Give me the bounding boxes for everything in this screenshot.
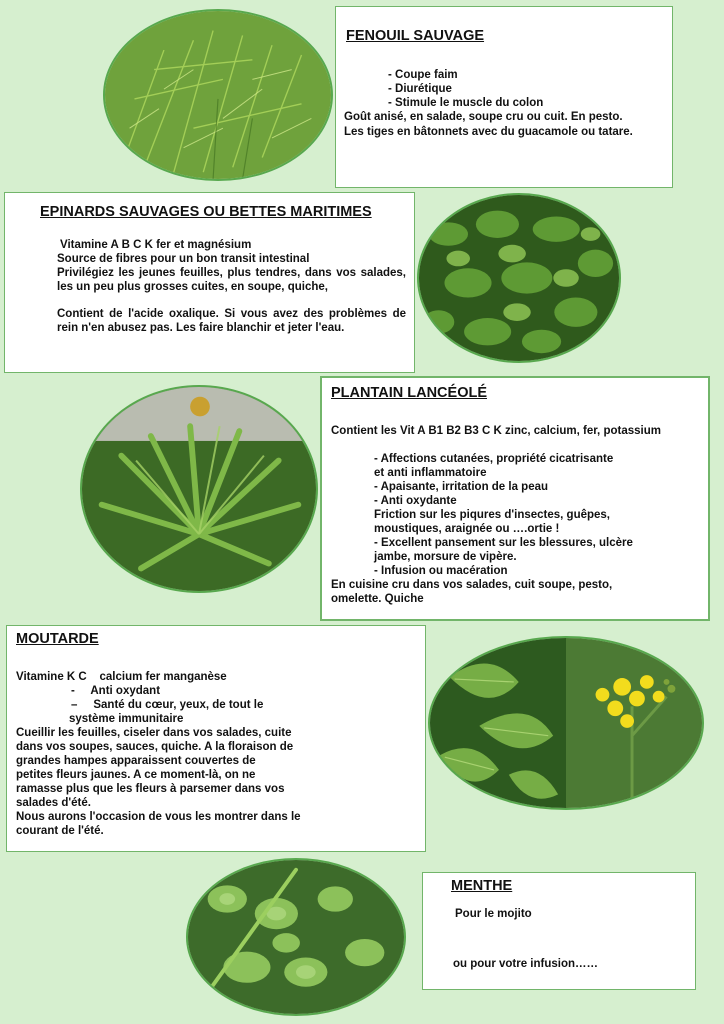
epinards-title: EPINARDS SAUVAGES OU BETTES MARITIMES — [40, 204, 372, 220]
moutarde-text: dans vos soupes, sauces, quiche. A la floraison de — [16, 741, 294, 753]
fenouil-item: - Diurétique — [388, 83, 452, 95]
plantain-line: Friction sur les piqures d'insectes, guêpes, — [374, 509, 610, 521]
moutarde-text: petites fleurs jaunes. A ce moment-là, on ne — [16, 769, 256, 781]
plantain-intro: Contient les Vit A B1 B2 B3 C K zinc, calcium, fer, potassium — [331, 425, 661, 437]
moutarde-bullet: - Anti oxydant — [71, 685, 161, 697]
fenouil-item: - Coupe faim — [388, 69, 458, 81]
plantain-line: - Anti oxydante — [374, 495, 457, 507]
mint-photo — [186, 858, 406, 1016]
plantain-line: jambe, morsure de vipère. — [374, 551, 517, 563]
mustard-flower-photo — [566, 638, 702, 808]
plantain-photo — [80, 385, 318, 593]
fenouil-title: FENOUIL SAUVAGE — [346, 28, 485, 44]
moutarde-vitamins: Vitamine K C calcium fer manganèse — [16, 671, 227, 683]
menthe-title: MENTHE — [451, 878, 513, 894]
fenouil-text: Goût anisé, en salade, soupe cru ou cuit. En pesto. — [344, 111, 623, 123]
moutarde-text: ramasse plus que les fleurs à parsemer dans vos — [16, 783, 285, 795]
plantain-line: - Apaisante, irritation de la peau — [374, 481, 549, 493]
fennel-photo — [103, 9, 333, 181]
menthe-line: ou pour votre infusion…… — [453, 958, 599, 970]
plantain-outro: En cuisine cru dans vos salades, cuit soupe, pesto, — [331, 579, 613, 591]
moutarde-title: MOUTARDE — [16, 631, 99, 647]
plantain-line: - Infusion ou macération — [374, 565, 508, 577]
plantain-line: - Affections cutanées, propriété cicatrisante — [374, 453, 614, 465]
spinach-photo — [417, 193, 621, 363]
moutarde-bullet: système immunitaire — [69, 713, 184, 725]
plantain-line: moustiques, araignée ou ….ortie ! — [374, 523, 560, 535]
fenouil-item: - Stimule le muscle du colon — [388, 97, 544, 109]
plantain-card — [320, 376, 710, 621]
fenouil-card — [335, 6, 673, 188]
epinards-para1: Privilégiez les jeunes feuilles, plus tendres, dans vos salades, les un peu plus grosses cuites, en soupe, quiche, — [57, 267, 406, 293]
plantain-outro: omelette. Quiche — [331, 593, 424, 605]
epinards-fibres: Source de fibres pour un bon transit intestinal — [57, 253, 310, 265]
menthe-card — [422, 872, 696, 990]
plantain-line: - Excellent pansement sur les blessures, ulcère — [374, 537, 633, 549]
mustard-photo — [428, 636, 704, 810]
menthe-line: Pour le mojito — [455, 908, 532, 920]
moutarde-text: Cueillir les feuilles, ciseler dans vos salades, cuite — [16, 727, 292, 739]
moutarde-card — [6, 625, 426, 852]
plantain-line: et anti inflammatoire — [374, 467, 487, 479]
moutarde-text: Nous aurons l'occasion de vous les montrer dans le — [16, 811, 301, 823]
fenouil-text: Les tiges en bâtonnets avec du guacamole ou tatare. — [344, 126, 633, 138]
moutarde-bullet: – Santé du cœur, yeux, de tout le — [71, 699, 264, 711]
moutarde-text: courant de l'été. — [16, 825, 104, 837]
epinards-para2: Contient de l'acide oxalique. Si vous avez des problèmes de rein n'en abusez pas. Les faire blanchir et jeter l'eau. — [57, 308, 406, 334]
plantain-title: PLANTAIN LANCÉOLÉ — [331, 385, 488, 401]
moutarde-text: salades d'été. — [16, 797, 91, 809]
epinards-vitamins: Vitamine A B C K fer et magnésium — [60, 239, 252, 251]
moutarde-text: grandes hampes apparaissent couvertes de — [16, 755, 256, 767]
epinards-card — [4, 192, 415, 373]
